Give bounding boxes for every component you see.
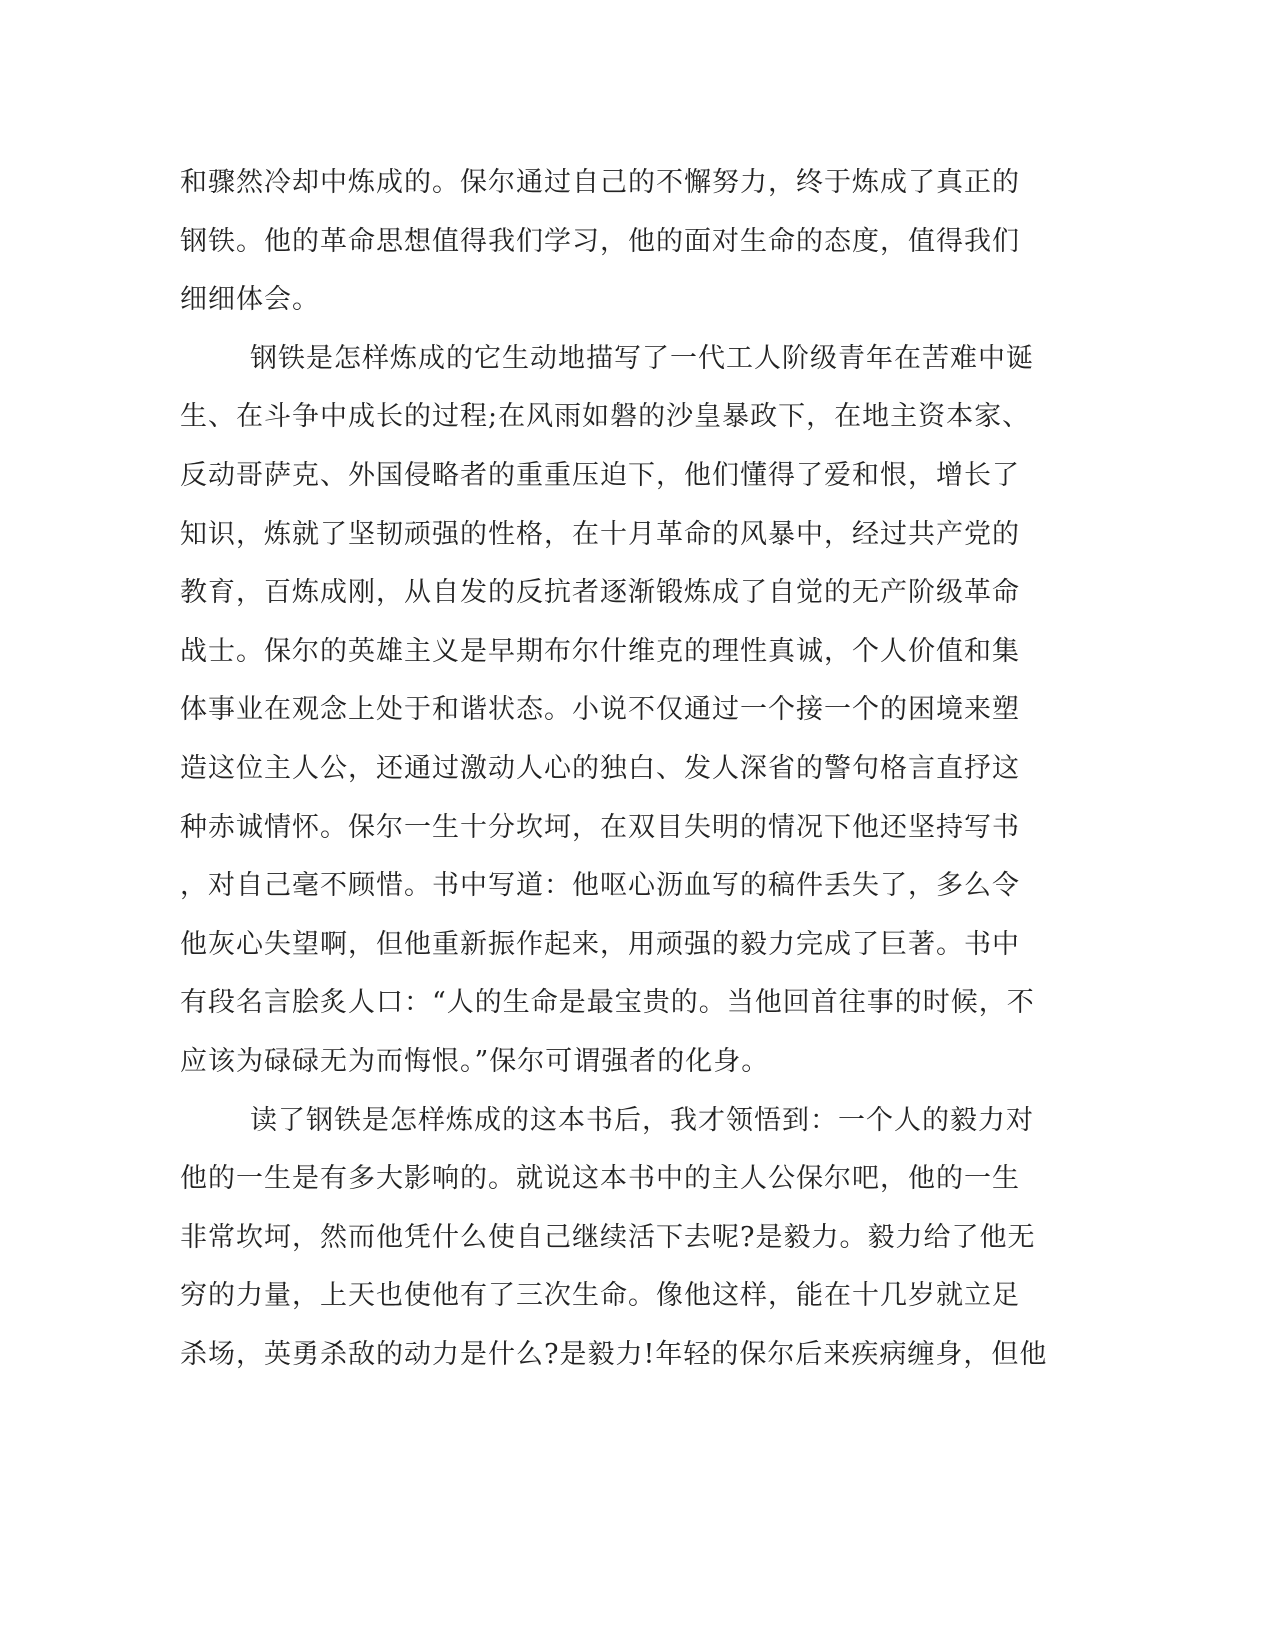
- text-line: 读了钢铁是怎样炼成的这本书后，我才领悟到：一个人的毅力对: [250, 1104, 1034, 1136]
- text-line: 反动哥萨克、外国侵略者的重重压迫下，他们懂得了爱和恨，增长了: [180, 459, 1020, 491]
- text-line: 钢铁。他的革命思想值得我们学习，他的面对生命的态度，值得我们: [180, 225, 1020, 257]
- text-line: 非常坎坷，然而他凭什么使自己继续活下去呢?是毅力。毅力给了他无: [180, 1221, 1036, 1253]
- text-line: 知识，炼就了坚韧顽强的性格，在十月革命的风暴中，经过共产党的: [180, 518, 1020, 550]
- text-line: 有段名言脍炙人口：“人的生命是最宝贵的。当他回首往事的时候，不: [180, 987, 1035, 1019]
- text-line: 应该为碌碌无为而悔恨。”保尔可谓强者的化身。: [180, 1045, 770, 1077]
- text-line: 教育，百炼成刚，从自发的反抗者逐渐锻炼成了自觉的无产阶级革命: [180, 577, 1020, 609]
- paragraph: [180, 154, 1040, 330]
- text-line: 穷的力量，上天也使他有了三次生命。像他这样，能在十几岁就立足: [180, 1280, 1020, 1312]
- paragraph: [180, 1092, 1048, 1385]
- text-line: 他灰心失望啊，但他重新振作起来，用顽强的毅力完成了巨著。书中: [180, 928, 1020, 960]
- text-line: 体事业在观念上处于和谐状态。小说不仅通过一个接一个的困境来塑: [180, 694, 1020, 726]
- text-line: 细细体会。: [180, 284, 320, 316]
- text-line: 种赤诚情怀。保尔一生十分坎坷，在双目失明的情况下他还坚持写书: [180, 811, 1020, 843]
- paragraph: [180, 330, 1040, 1092]
- text-line: 他的一生是有多大影响的。就说这本书中的主人公保尔吧，他的一生: [180, 1163, 1020, 1195]
- text-line: 战士。保尔的英雄主义是早期布尔什维克的理性真诚，个人价值和集: [180, 635, 1020, 667]
- text-line: 造这位主人公，还通过激动人心的独白、发人深省的警句格言直抒这: [180, 752, 1020, 784]
- text-line: 生、在斗争中成长的过程;在风雨如磐的沙皇暴政下，在地主资本家、: [180, 401, 1031, 433]
- document-body: [180, 154, 1048, 1384]
- text-line: 杀场，英勇杀敌的动力是什么?是毅力!年轻的保尔后来疾病缠身，但他: [180, 1338, 1048, 1370]
- text-line: ，对自己毫不顾惜。书中写道：他呕心沥血写的稿件丢失了，多么令: [180, 870, 1020, 902]
- text-line: 钢铁是怎样炼成的它生动地描写了一代工人阶级青年在苦难中诞: [250, 342, 1034, 374]
- text-line: 和骤然冷却中炼成的。保尔通过自己的不懈努力，终于炼成了真正的: [180, 167, 1020, 198]
